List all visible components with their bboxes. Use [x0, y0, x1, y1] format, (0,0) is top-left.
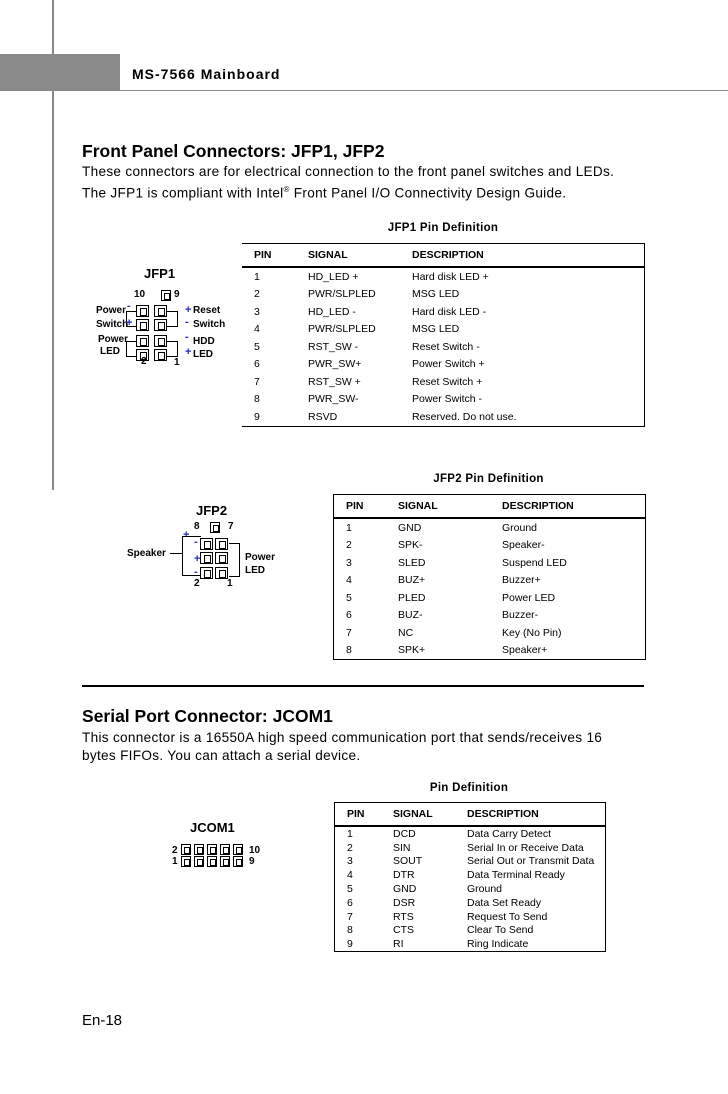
- section-divider: [82, 685, 644, 687]
- pin-label-10: 10: [249, 845, 261, 856]
- header-cell: PIN: [254, 249, 272, 261]
- label-power-led: Power: [98, 334, 129, 345]
- label-power-led: LED: [100, 346, 120, 357]
- table-row: [242, 356, 644, 374]
- table-cell: 2: [346, 539, 352, 552]
- table-row: [334, 607, 645, 625]
- header-pin: [200, 552, 213, 564]
- table-row: [335, 896, 605, 910]
- table-cell: Hard disk LED +: [412, 270, 489, 283]
- jfp1-table-frame: [242, 243, 645, 427]
- table-cell: Power Switch +: [412, 358, 485, 371]
- bracket-line: [167, 341, 178, 357]
- table-row: [242, 321, 644, 339]
- jcom1-pin-grid: [181, 844, 244, 868]
- jfp2-pin-table: [334, 495, 645, 659]
- table-cell: PWR_SW+: [308, 358, 362, 371]
- header-pin: [181, 856, 191, 867]
- table-cell: DCD: [393, 827, 416, 840]
- table-cell: BUZ-: [398, 609, 423, 622]
- table-cell: MSG LED: [412, 323, 460, 336]
- jfp1-table-caption: JFP1 Pin Definition: [387, 222, 499, 234]
- table-cell: Data Terminal Ready: [467, 869, 565, 882]
- pin-square: [210, 522, 220, 533]
- table-cell: MSG LED: [412, 288, 460, 301]
- table-cell: 2: [347, 841, 353, 854]
- label-speaker: Speaker: [127, 548, 166, 559]
- table-row: [242, 286, 644, 304]
- jfp2-title: JFP2: [196, 503, 228, 518]
- table-row: [242, 267, 644, 286]
- table-cell: Reserved. Do not use.: [412, 410, 517, 423]
- table-cell: Serial In or Receive Data: [467, 841, 584, 854]
- table-row: [334, 624, 645, 642]
- label-led: LED: [193, 349, 213, 360]
- table-cell: SIN: [393, 841, 411, 854]
- header-pin: [215, 552, 228, 564]
- header-cell: SIGNAL: [393, 808, 433, 820]
- header-pin: [215, 538, 228, 550]
- table-cell: PWR/SLPLED: [308, 323, 376, 336]
- table-cell: Speaker-: [502, 539, 545, 552]
- table-cell: RSVD: [308, 410, 338, 423]
- header-cell: DESCRIPTION: [502, 500, 574, 512]
- table-cell: SPK-: [398, 539, 423, 552]
- table-cell: 8: [254, 393, 260, 406]
- speaker-bracket: [182, 536, 201, 576]
- table-cell: Ground: [467, 883, 503, 896]
- table-row: [242, 303, 644, 321]
- table-cell: Speaker+: [502, 644, 548, 657]
- table-cell: HD_LED -: [308, 305, 356, 318]
- table-row: [334, 572, 645, 590]
- jfp1-diagram: [82, 260, 242, 380]
- serial-port-description: [82, 729, 652, 765]
- header-pin: [194, 856, 204, 867]
- table-cell: PLED: [398, 591, 426, 604]
- table-cell: 3: [346, 556, 352, 569]
- header-pin: [154, 319, 167, 331]
- table-row: [242, 408, 644, 426]
- plus-sign: +: [185, 346, 192, 358]
- header-pin: [181, 844, 191, 855]
- table-cell: SPK+: [398, 644, 426, 657]
- header-rule: [52, 90, 728, 91]
- pin-label-2: 2: [141, 356, 147, 367]
- table-cell: Reset Switch +: [412, 375, 483, 388]
- table-cell: 1: [254, 270, 260, 283]
- table-cell: SLED: [398, 556, 426, 569]
- label-power: Power: [96, 305, 127, 316]
- header-gray-block: [0, 54, 120, 91]
- table-cell: DTR: [393, 869, 415, 882]
- label-led: LED: [245, 565, 265, 576]
- table-cell: 2: [254, 288, 260, 301]
- table-cell: 6: [254, 358, 260, 371]
- table-row: [242, 391, 644, 409]
- label-power: Power: [245, 552, 276, 563]
- table-header-row: [334, 495, 645, 518]
- header-cell: PIN: [346, 500, 364, 512]
- jfp2-table-frame: [333, 494, 646, 660]
- minus-sign: -: [185, 331, 189, 343]
- table-cell: 5: [254, 340, 260, 353]
- pin-square: [161, 290, 171, 301]
- pin-label-7: 7: [228, 521, 234, 532]
- table-cell: Reset Switch -: [412, 340, 480, 353]
- table-cell: CTS: [393, 924, 414, 937]
- table-row: [335, 910, 605, 924]
- jfp1-title: JFP1: [144, 266, 176, 281]
- minus-sign: -: [194, 566, 198, 578]
- front-panel-description: [82, 163, 652, 203]
- minus-sign: -: [194, 536, 198, 548]
- table-cell: SOUT: [393, 855, 423, 868]
- table-cell: Clear To Send: [467, 924, 534, 937]
- table-header-row: [335, 803, 605, 826]
- para-line: [82, 181, 652, 203]
- pin-label-2: 2: [194, 578, 200, 589]
- header-pin: [136, 319, 149, 331]
- table-cell: Power LED: [502, 591, 556, 604]
- table-row: [335, 841, 605, 855]
- table-cell: 9: [254, 410, 260, 423]
- speaker-lead: [170, 553, 182, 554]
- header-pin: [233, 844, 243, 855]
- table-cell: PWR_SW-: [308, 393, 359, 406]
- label-switch-reset: Switch: [193, 319, 226, 330]
- table-row: [242, 373, 644, 391]
- plus-sign: +: [185, 304, 192, 316]
- label-switch: Switch: [96, 319, 129, 330]
- table-cell: 6: [347, 896, 353, 909]
- table-cell: RI: [393, 938, 404, 951]
- table-row: [334, 642, 645, 660]
- table-cell: 4: [346, 574, 352, 587]
- pin-label-1: 1: [172, 856, 178, 867]
- table-header-row: [242, 244, 644, 267]
- jcom-table-frame: [334, 802, 606, 952]
- header-pin: [207, 856, 217, 867]
- para-text: Front Panel I/O Connectivity Design Guide.: [289, 185, 567, 201]
- table-cell: 9: [347, 938, 353, 951]
- table-cell: GND: [398, 521, 422, 534]
- header-title: MS-7566 Mainboard: [132, 66, 281, 82]
- header-pin: [154, 349, 167, 361]
- table-cell: 3: [347, 855, 353, 868]
- table-row: [335, 868, 605, 882]
- header-cell: PIN: [347, 808, 365, 820]
- table-cell: Data Set Ready: [467, 896, 542, 909]
- header-pin: [136, 305, 149, 317]
- plus-sign: +: [183, 529, 190, 541]
- pin-label-10: 10: [134, 289, 146, 300]
- table-cell: 6: [346, 609, 352, 622]
- table-cell: 5: [347, 883, 353, 896]
- header-pin: [220, 844, 230, 855]
- power-led-bracket: [229, 543, 240, 577]
- table-cell: HD_LED +: [308, 270, 359, 283]
- header-pin: [207, 844, 217, 855]
- header-cell: DESCRIPTION: [412, 249, 484, 261]
- table-row: [335, 924, 605, 938]
- table-cell: Buzzer+: [502, 574, 541, 587]
- table-cell: 3: [254, 305, 260, 318]
- table-cell: PWR/SLPLED: [308, 288, 376, 301]
- jcom-table-caption: Pin Definition: [429, 782, 509, 794]
- bracket-line: [167, 311, 178, 327]
- table-cell: Hard disk LED -: [412, 305, 487, 318]
- pin-label-9: 9: [174, 289, 180, 300]
- header-pin: [154, 335, 167, 347]
- table-row: [242, 338, 644, 356]
- para-line: This connector is a 16550A high speed communication port that sends/receives 16: [82, 730, 603, 745]
- registered-mark: ®: [283, 185, 290, 194]
- table-cell: 1: [346, 521, 352, 534]
- jfp1-pin-table: [242, 244, 644, 426]
- table-row: [334, 537, 645, 555]
- pin-label-8: 8: [194, 521, 200, 532]
- table-row: [335, 826, 605, 841]
- minus-sign: -: [127, 300, 131, 312]
- header-pin: [220, 856, 230, 867]
- section-title-front-panel: Front Panel Connectors: JFP1, JFP2: [82, 141, 385, 161]
- table-cell: RST_SW -: [308, 340, 359, 353]
- table-cell: 1: [347, 827, 353, 840]
- table-row: [335, 855, 605, 869]
- header-pin: [200, 538, 213, 550]
- header-cell: DESCRIPTION: [467, 808, 539, 820]
- header-cell: SIGNAL: [398, 500, 438, 512]
- table-cell: NC: [398, 626, 414, 639]
- jcom1-title: JCOM1: [190, 820, 235, 835]
- header-pin: [233, 856, 243, 867]
- table-cell: GND: [393, 883, 417, 896]
- header-pin: [194, 844, 204, 855]
- jfp2-diagram: [127, 496, 290, 596]
- table-cell: Power Switch -: [412, 393, 483, 406]
- table-row: [334, 554, 645, 572]
- header-pin: [136, 335, 149, 347]
- plus-sign: +: [126, 317, 133, 329]
- table-cell: 7: [254, 375, 260, 388]
- label-hdd: HDD: [193, 336, 215, 347]
- pin-label-2: 2: [172, 845, 178, 856]
- table-cell: 7: [346, 626, 352, 639]
- table-cell: Request To Send: [467, 910, 548, 923]
- header-pin: [200, 567, 213, 579]
- table-row: [334, 589, 645, 607]
- jcom-pin-table: [335, 803, 605, 951]
- header-cell: SIGNAL: [308, 249, 348, 261]
- plus-sign: +: [194, 553, 201, 565]
- table-cell: 4: [347, 869, 353, 882]
- pin-label-1: 1: [227, 578, 233, 589]
- table-cell: BUZ+: [398, 574, 426, 587]
- label-reset: Reset: [193, 305, 221, 316]
- table-cell: Ring Indicate: [467, 938, 529, 951]
- table-row: [335, 937, 605, 951]
- para-line: These connectors are for electrical connection to the front panel switches and LEDs.: [82, 164, 615, 179]
- table-cell: Data Carry Detect: [467, 827, 552, 840]
- table-cell: Ground: [502, 521, 538, 534]
- minus-sign: -: [185, 316, 189, 328]
- jcom1-diagram: [160, 815, 280, 875]
- para-text: The JFP1 is compliant with Intel: [82, 185, 284, 201]
- table-cell: Buzzer-: [502, 609, 539, 622]
- table-row: [334, 518, 645, 537]
- table-cell: Key (No Pin): [502, 626, 562, 639]
- table-cell: 5: [346, 591, 352, 604]
- para-line: bytes FIFOs. You can attach a serial device.: [82, 748, 361, 763]
- table-cell: DSR: [393, 896, 416, 909]
- table-cell: 8: [346, 644, 352, 657]
- section-title-serial-port: Serial Port Connector: JCOM1: [82, 706, 333, 726]
- table-cell: Serial Out or Transmit Data: [467, 855, 595, 868]
- table-cell: 4: [254, 323, 260, 336]
- pin-label-1: 1: [174, 357, 180, 368]
- table-cell: 8: [347, 924, 353, 937]
- page-number: En-18: [82, 1012, 123, 1029]
- table-cell: RST_SW +: [308, 375, 361, 388]
- jfp2-table-caption: JFP2 Pin Definition: [433, 473, 544, 485]
- table-cell: RTS: [393, 910, 414, 923]
- header-pin: [154, 305, 167, 317]
- table-cell: 7: [347, 910, 353, 923]
- table-row: [335, 882, 605, 896]
- table-cell: Suspend LED: [502, 556, 567, 569]
- pin-label-9: 9: [249, 856, 255, 867]
